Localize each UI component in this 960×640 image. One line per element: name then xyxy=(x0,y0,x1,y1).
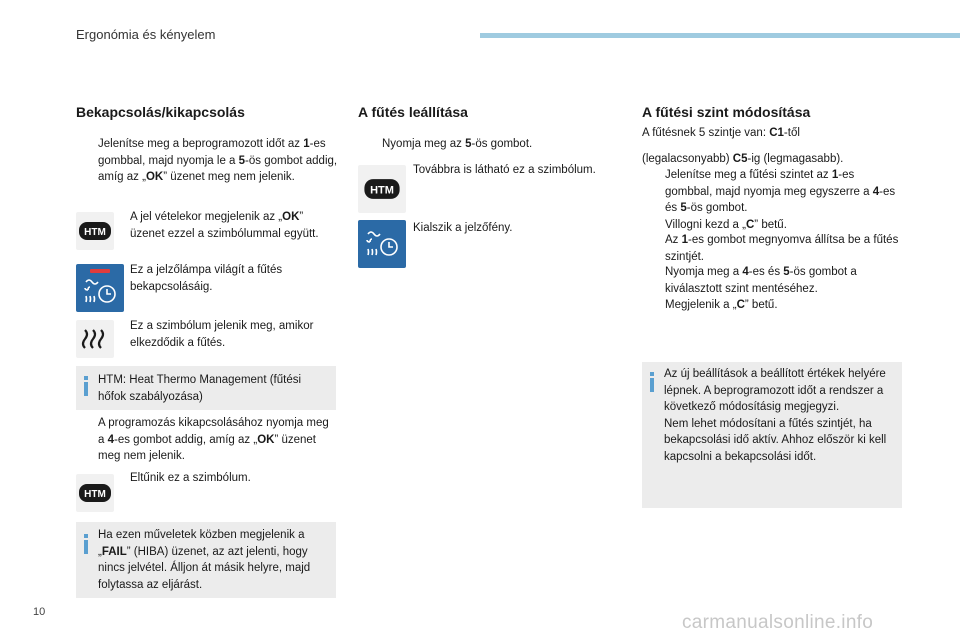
heater-timer-icon xyxy=(358,220,406,268)
heater-timer-warning-icon xyxy=(76,264,124,312)
step-press-five: Nyomja meg az 5-ös gombot. xyxy=(382,138,533,150)
htm-icon xyxy=(76,474,114,512)
info-icon xyxy=(650,372,654,392)
info-box-fail xyxy=(76,522,336,598)
section-heading-change-level: A fűtési szint módosítása xyxy=(642,104,811,120)
info-box-htm xyxy=(76,366,336,410)
htm-disappears-description: Eltűnik ez a szimbólum. xyxy=(130,472,251,484)
levels-intro: A fűtésnek 5 szintje van: C1-től xyxy=(642,127,800,139)
info-htm-text: HTM: Heat Thermo Management (fűtési hőfok szabályozása) xyxy=(98,374,302,403)
info-icon xyxy=(84,376,88,396)
step-set-level: Az 1-es gombot megnyomva állítsa be a fűtés szintjét. xyxy=(665,234,899,263)
page-number: 10 xyxy=(33,606,46,618)
svg-text:HTM: HTM xyxy=(370,184,394,197)
htm-still-visible-description: Továbbra is látható ez a szimbólum. xyxy=(413,164,596,176)
heating-active-description: Ez a szimbólum jelenik meg, amikor elkezdődik a fűtés. xyxy=(130,320,314,349)
htm-icon xyxy=(358,165,406,213)
info-fail-text: Ha ezen műveletek közben megjelenik a „FAIL” (HIBA) üzenet, az azt jelenti, hogy nincs jelvétel. Álljon át másik helyre, majd folytassa az eljárást. xyxy=(98,529,311,591)
svg-text:HTM: HTM xyxy=(84,227,106,238)
header-accent-bar xyxy=(480,33,960,38)
levels-intro-range: (legalacsonyabb) C5-ig (legmagasabb). xyxy=(642,153,844,165)
watermark: carmanualsonline.info xyxy=(682,612,874,633)
heating-active-icon xyxy=(76,320,114,358)
page-header-title: Ergonómia és kényelem xyxy=(76,27,216,42)
svg-text:HTM: HTM xyxy=(84,489,106,500)
htm-icon-description: A jel vételekor megjelenik az „OK” üzenet ezzel a szimbólummal együtt. xyxy=(130,211,319,240)
section-heading-on-off: Bekapcsolás/kikapcsolás xyxy=(76,104,245,120)
light-off-description: Kialszik a jelzőfény. xyxy=(413,222,513,234)
step-disable-programming: A programozás kikapcsolásához nyomja meg a 4-es gombot addig, amíg az „OK” üzenet meg nem jelenik. xyxy=(98,417,329,462)
info-icon xyxy=(84,534,88,554)
info-box-settings xyxy=(642,362,902,508)
step-show-time: Jelenítse meg a beprogramozott időt az 1-es gombbal, majd nyomja le a 5-ös gombot addig, amíg az „OK” üzenet meg nem jelenik. xyxy=(98,138,338,183)
section-heading-stop-heating: A fűtés leállítása xyxy=(358,104,468,120)
htm-icon xyxy=(76,212,114,250)
step-save-level: Nyomja meg a 4-es és 5-ös gombot a kiválasztott szint mentéséhez. Megjelenik a „C” betű. xyxy=(665,266,857,311)
step-show-level: Jelenítse meg a fűtési szintet az 1-es gombbal, majd nyomja meg egyszerre a 4-es és 5-ös gombot. Villogni kezd a „C” betű. xyxy=(665,169,896,231)
info-settings-text: Az új beállítások a beállított értékek helyére lépnek. A beprogramozott időt a rendszer a következő módosításig megjegyzi. Nem lehet módosítani a fűtés szintjét, ha bekapcsolási idő aktív. Ahhoz először ki kell kapcsolni a bekapcsolási időt. xyxy=(664,368,887,463)
heater-light-description: Ez a jelzőlámpa világít a fűtés bekapcsolásáig. xyxy=(130,264,283,293)
